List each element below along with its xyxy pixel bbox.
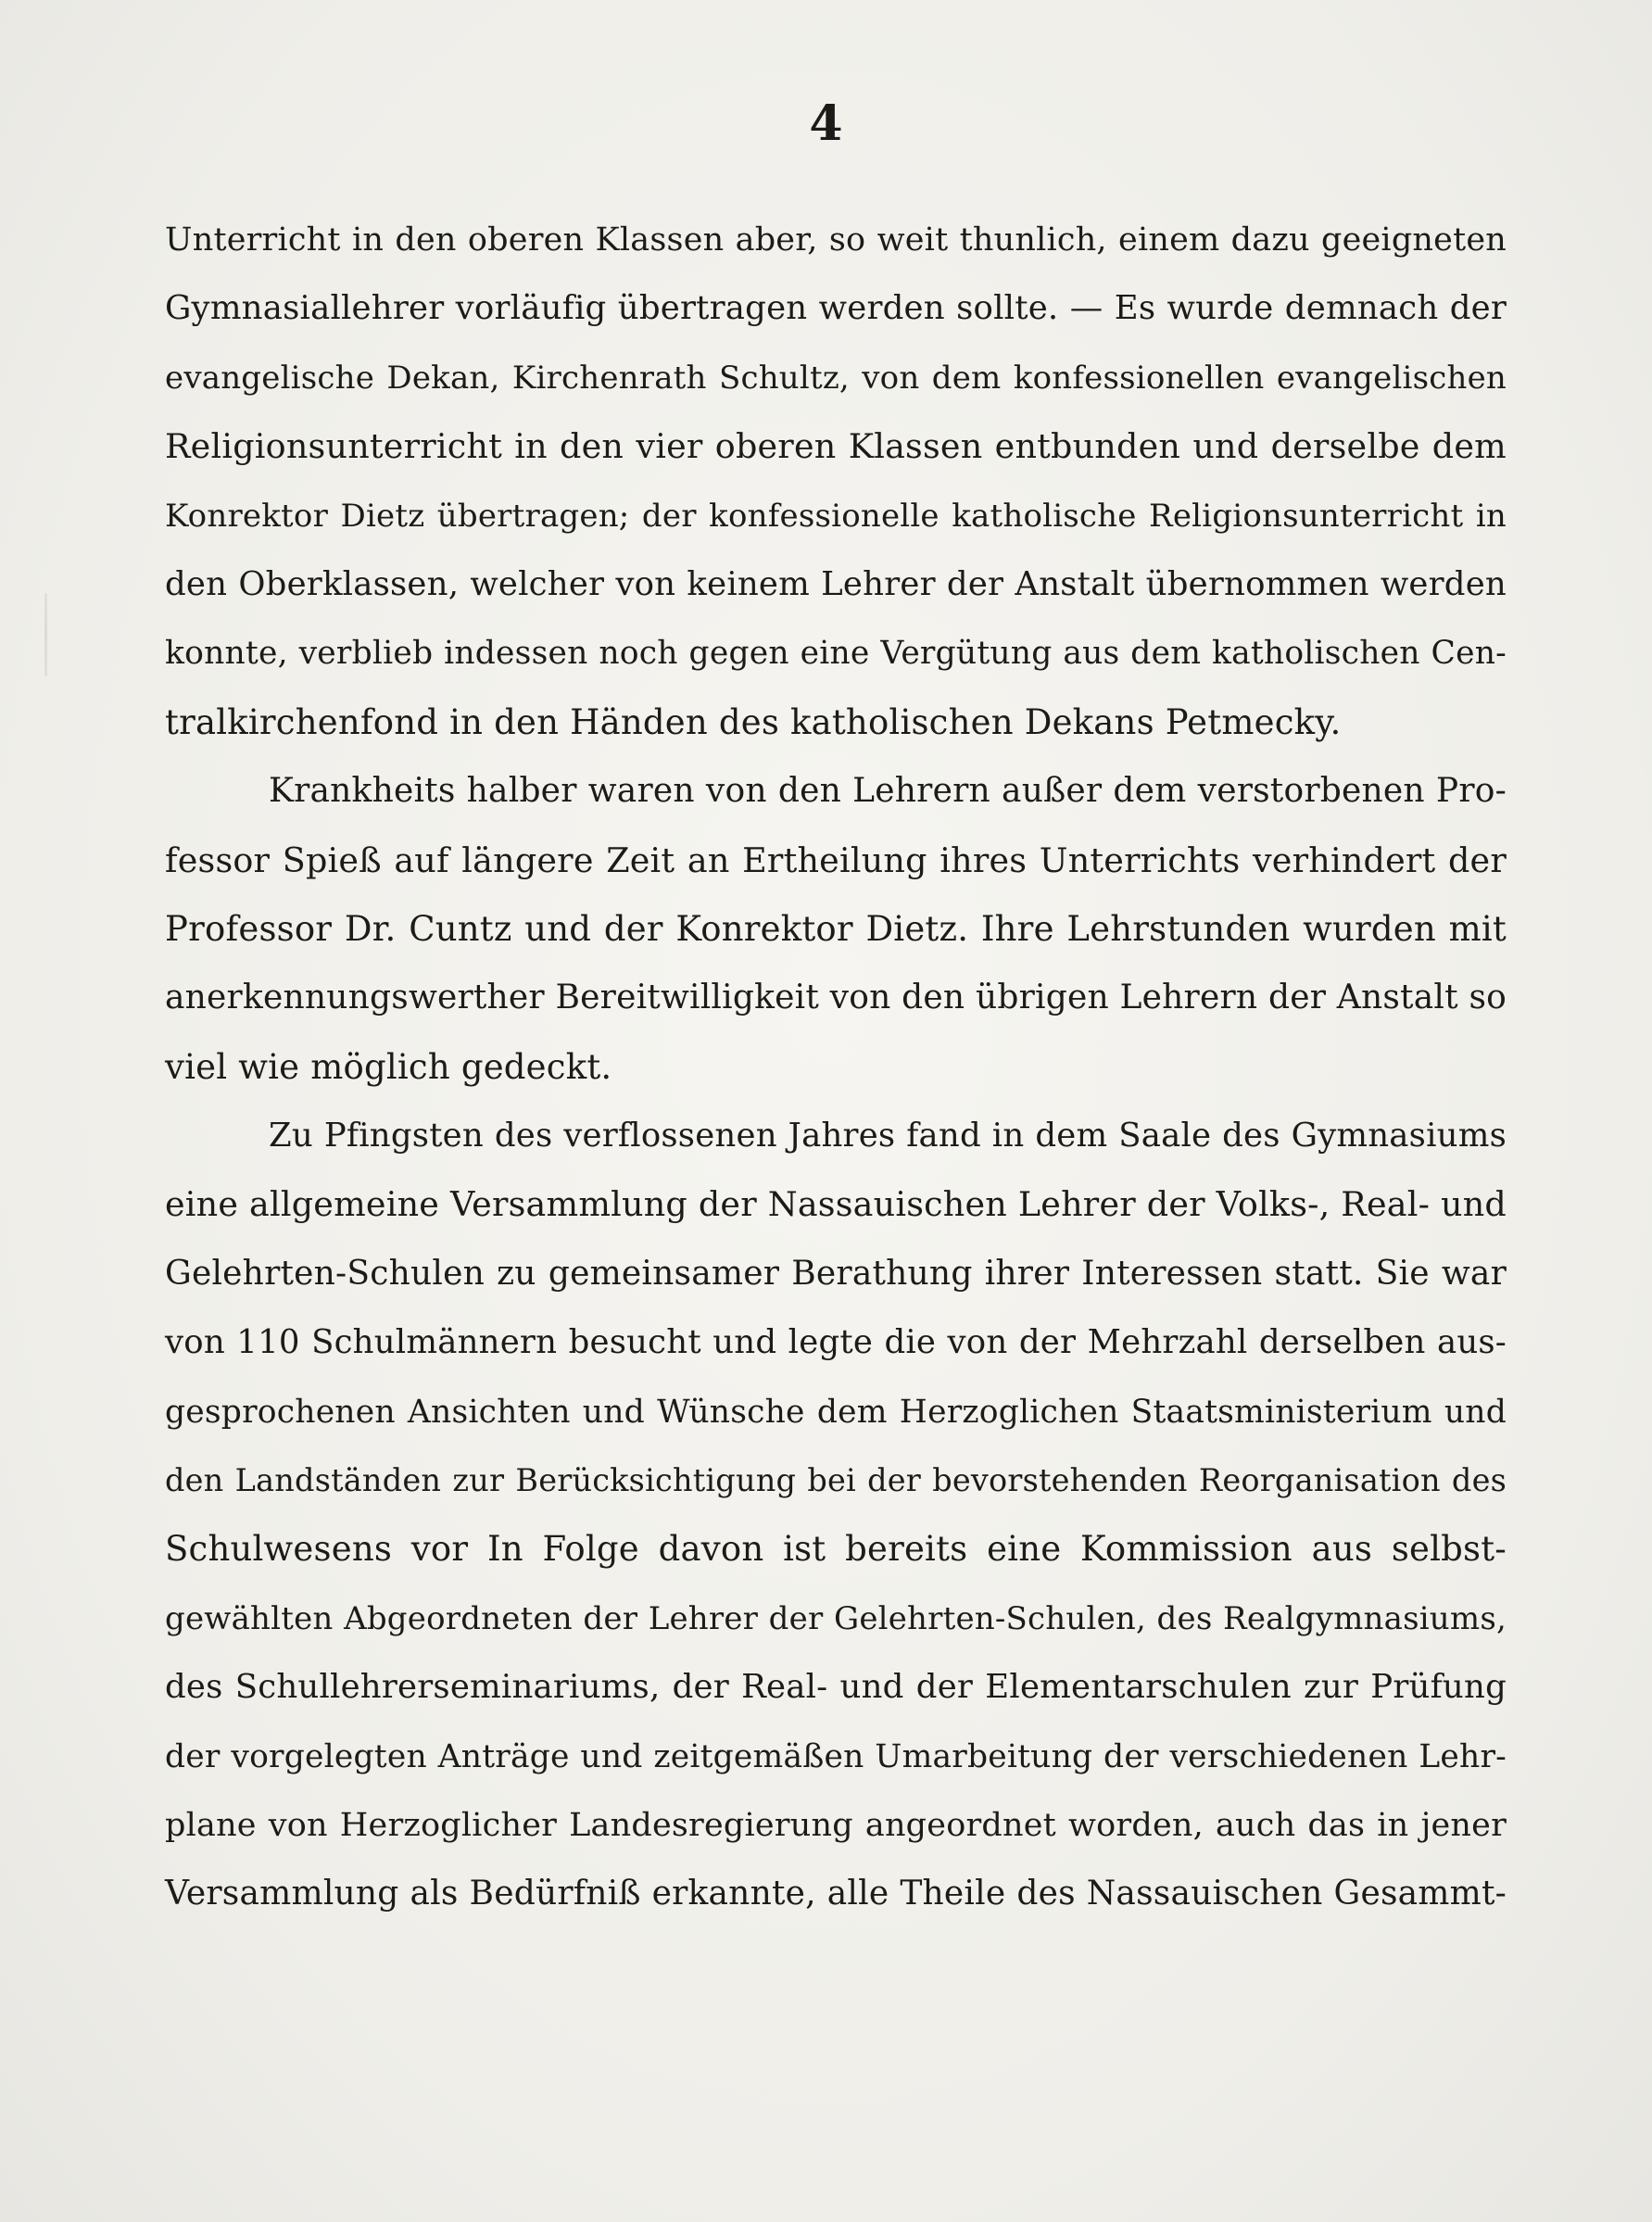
text-line: viel wie möglich gedeckt.: [165, 1046, 612, 1087]
text-line: gewählten Abgeordneten der Lehrer der Gelehrten-Schulen, des Realgymnasiums,: [165, 1599, 1507, 1637]
text-line: von 110 Schulmännern besucht und legte die von der Mehrzahl derselben aus-: [165, 1323, 1507, 1362]
text-line: Professor Dr. Cuntz und der Konrektor Dietz. Ihre Lehrstunden wurden mit: [165, 908, 1507, 949]
text-line: fessor Spieß auf längere Zeit an Ertheilung ihres Unterrichts verhindert der: [165, 840, 1507, 880]
text-line: Versammlung als Bedürfniß erkannte, alle Theile des Nassauischen Gesammt-: [165, 1875, 1507, 1913]
paragraph: [165, 206, 1507, 757]
text-line: evangelische Dekan, Kirchenrath Schultz, von dem konfessionellen evangelischen: [165, 359, 1507, 397]
text-line: den Landständen zur Berücksichtigung bei der bevorstehenden Reorganisation des: [165, 1462, 1507, 1499]
paragraph: [165, 1102, 1507, 1929]
text-line: Krankheits halber waren von den Lehrern außer dem verstorbenen Pro-: [269, 772, 1507, 811]
paragraph: [165, 757, 1507, 1102]
text-line: anerkennungswerther Bereitwilligkeit von den übrigen Lehrern der Anstalt so: [165, 978, 1507, 1017]
text-line: den Oberklassen, welcher von keinem Lehrer der Anstalt übernommen werden: [165, 564, 1507, 603]
text-line: Zu Pfingsten des verflossenen Jahres fand in dem Saale des Gymnasiums: [269, 1117, 1507, 1155]
body-text: [165, 206, 1507, 1929]
text-line: gesprochenen Ansichten und Wünsche dem Herzoglichen Staatsministerium und: [165, 1393, 1507, 1431]
text-line: plane von Herzoglicher Landesregierung angeordnet worden, auch das in jener: [165, 1806, 1507, 1844]
text-line: des Schullehrerseminariums, der Real- und der Elementarschulen zur Prüfung: [165, 1668, 1507, 1707]
page-number: 4: [809, 95, 843, 152]
text-line: Konrektor Dietz übertragen; der konfessionelle katholische Religionsunterricht in: [165, 497, 1507, 535]
text-line: Unterricht in den oberen Klassen aber, so weit thunlich, einem dazu geeigneten: [165, 221, 1507, 259]
text-line: der vorgelegten Anträge und zeitgemäßen Umarbeitung der verschiedenen Lehr-: [165, 1737, 1507, 1775]
text-line: eine allgemeine Versammlung der Nassauischen Lehrer der Volks-, Real- und: [165, 1184, 1507, 1225]
text-line: Schulwesens vor In Folge davon ist bereits eine Kommission aus selbst-: [165, 1529, 1507, 1570]
text-line: Gelehrten-Schulen zu gemeinsamer Berathung ihrer Interessen statt. Sie war: [165, 1254, 1507, 1293]
text-line: Religionsunterricht in den vier oberen Klassen entbunden und derselbe dem: [165, 426, 1507, 467]
margin-smudge: [44, 593, 47, 676]
text-line: tralkirchenfond in den Händen des katholischen Dekans Petmecky.: [165, 701, 1342, 742]
text-line: Gymnasiallehrer vorläufig übertragen werden sollte. — Es wurde demnach der: [165, 289, 1507, 328]
text-line: konnte, verblieb indessen noch gegen eine Vergütung aus dem katholischen Cen-: [165, 635, 1507, 673]
